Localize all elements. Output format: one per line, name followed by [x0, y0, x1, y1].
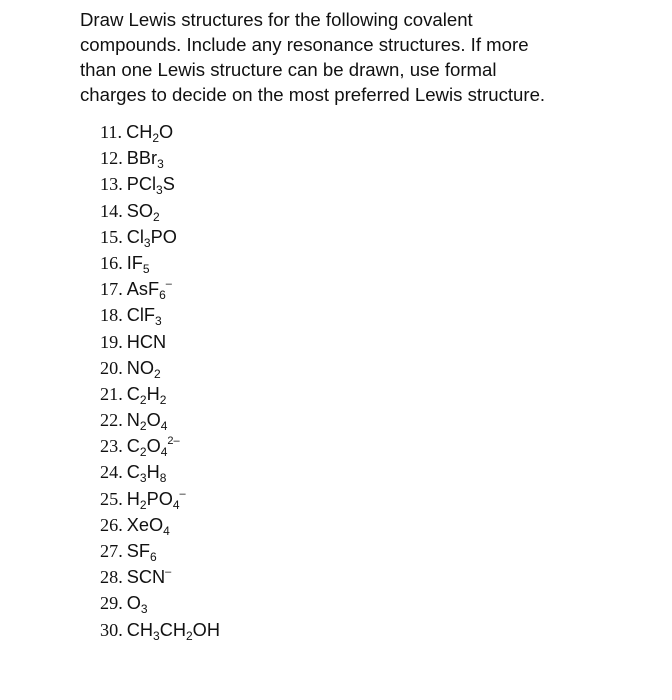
formula-text: IF — [126, 252, 143, 273]
problem-item — [100, 486, 220, 512]
formula-text: CH — [159, 619, 186, 640]
problem-item — [100, 224, 220, 250]
problem-item — [100, 564, 220, 590]
formula-text: OH — [192, 619, 220, 640]
problem-item — [100, 433, 220, 459]
formula-text: SF — [126, 541, 150, 561]
formula-subscript: 4 — [160, 419, 168, 434]
problem-number: 20. — [100, 357, 123, 378]
chemical-formula — [126, 278, 172, 303]
formula-text: H — [146, 383, 160, 404]
problem-item — [100, 407, 220, 433]
chemical-formula — [126, 619, 220, 643]
formula-subscript: 8 — [159, 471, 167, 486]
formula-subscript: 2 — [139, 419, 147, 434]
formula-subscript: 2 — [153, 209, 160, 224]
chemical-formula — [126, 593, 148, 617]
chemical-formula — [126, 410, 168, 434]
instructions-line: charges to decide on the most preferred Lewis structure. — [80, 84, 546, 105]
instructions-line: than one Lewis structure can be drawn, use formal — [80, 59, 497, 80]
problem-number: 17. — [100, 279, 123, 300]
instructions-paragraph — [80, 7, 600, 107]
formula-text: O — [146, 410, 161, 431]
problem-number: 21. — [100, 383, 123, 404]
formula-subscript: 3 — [140, 602, 148, 617]
problem-number: 14. — [100, 200, 123, 221]
formula-subscript: 2 — [154, 366, 161, 381]
problem-number: 19. — [100, 331, 123, 352]
problem-number: 25. — [100, 488, 123, 509]
problem-item — [100, 590, 220, 616]
formula-charge: – — [165, 278, 172, 291]
problem-item — [100, 512, 220, 538]
problem-list — [100, 119, 220, 643]
formula-text: ClF — [126, 305, 156, 326]
formula-text: AsF — [126, 279, 160, 300]
formula-text: HCN — [126, 331, 167, 352]
formula-subscript: 2 — [139, 445, 147, 460]
problem-item — [100, 171, 220, 197]
formula-text: CH — [126, 122, 153, 142]
problem-number: 13. — [100, 174, 123, 195]
formula-text: SCN — [126, 567, 166, 588]
problem-number: 29. — [100, 593, 123, 614]
formula-subscript: 2 — [152, 131, 160, 145]
formula-text: PCl — [126, 174, 157, 195]
chemical-formula — [126, 514, 170, 538]
problem-item — [100, 459, 220, 485]
chemical-formula — [127, 332, 166, 352]
chemical-formula — [127, 567, 172, 587]
formula-subscript: 3 — [156, 183, 163, 198]
formula-subscript: 6 — [149, 550, 157, 564]
formula-text: H — [146, 462, 160, 483]
formula-subscript: 4 — [172, 497, 180, 512]
problem-number: 11. — [100, 122, 123, 142]
formula-subscript: 5 — [142, 261, 150, 276]
formula-text: O — [159, 122, 174, 142]
formula-charge: – — [179, 487, 186, 500]
formula-text: N — [126, 410, 140, 431]
formula-text: H — [126, 488, 140, 509]
problem-item — [100, 329, 220, 355]
formula-subscript: 4 — [163, 523, 170, 538]
chemical-formula — [126, 174, 175, 198]
problem-item — [100, 538, 220, 564]
formula-subscript: 3 — [155, 314, 162, 329]
problem-number: 28. — [100, 567, 123, 588]
chemical-formula — [126, 462, 167, 486]
problem-number: 22. — [100, 410, 123, 431]
chemical-formula — [126, 305, 162, 329]
formula-subscript: 2 — [159, 392, 167, 407]
formula-text: BBr — [126, 148, 158, 169]
problem-item — [100, 145, 220, 171]
formula-subscript: 3 — [153, 628, 160, 643]
problem-item — [100, 119, 220, 145]
problem-item — [100, 617, 220, 643]
formula-subscript: 2 — [185, 628, 193, 643]
problem-item — [100, 381, 220, 407]
chemical-formula — [126, 383, 167, 407]
problem-number: 23. — [100, 436, 123, 457]
chemical-formula — [126, 357, 161, 381]
formula-subscript: 6 — [159, 288, 166, 303]
problem-item — [100, 302, 220, 328]
formula-text: O — [126, 593, 141, 614]
instructions-line: compounds. Include any resonance structures. If more — [80, 34, 529, 55]
formula-text: C — [126, 383, 140, 404]
formula-subscript: 3 — [157, 157, 164, 172]
instructions-line: Draw Lewis structures for the following covalent — [80, 9, 473, 30]
chemical-formula — [126, 252, 150, 276]
formula-subscript: 2 — [139, 392, 147, 407]
problem-number: 30. — [100, 619, 123, 640]
chemical-formula — [126, 435, 180, 460]
formula-charge: 2– — [167, 435, 180, 448]
chemical-formula — [126, 122, 174, 145]
formula-subscript: 4 — [160, 445, 168, 460]
chemical-formula — [126, 487, 186, 512]
problem-number: 26. — [100, 514, 123, 535]
formula-text: NO — [126, 357, 155, 378]
problem-number: 12. — [100, 148, 123, 169]
formula-text: S — [162, 174, 175, 195]
chemical-formula — [126, 226, 177, 250]
formula-text: O — [146, 436, 161, 457]
formula-subscript: 3 — [143, 235, 151, 250]
formula-text: CH — [126, 619, 154, 640]
problem-item — [100, 198, 220, 224]
formula-text: C — [126, 436, 140, 457]
problem-item — [100, 355, 220, 381]
formula-text: Cl — [126, 226, 144, 247]
formula-text: C — [126, 462, 140, 483]
problem-item — [100, 250, 220, 276]
problem-number: 24. — [100, 462, 123, 483]
chemical-formula — [126, 541, 157, 564]
problem-item — [100, 276, 220, 302]
formula-text: XeO — [126, 514, 164, 535]
chemical-formula — [126, 148, 164, 172]
formula-text: PO — [146, 488, 173, 509]
formula-subscript: 2 — [139, 497, 147, 512]
formula-text: SO — [126, 200, 154, 221]
chemical-formula — [126, 200, 160, 224]
formula-text: PO — [150, 226, 177, 247]
problem-number: 18. — [100, 305, 123, 326]
formula-subscript: 3 — [139, 471, 147, 486]
problem-number: 27. — [100, 541, 123, 561]
formula-charge: – — [165, 566, 172, 579]
problem-number: 16. — [100, 252, 123, 273]
problem-number: 15. — [100, 226, 123, 247]
